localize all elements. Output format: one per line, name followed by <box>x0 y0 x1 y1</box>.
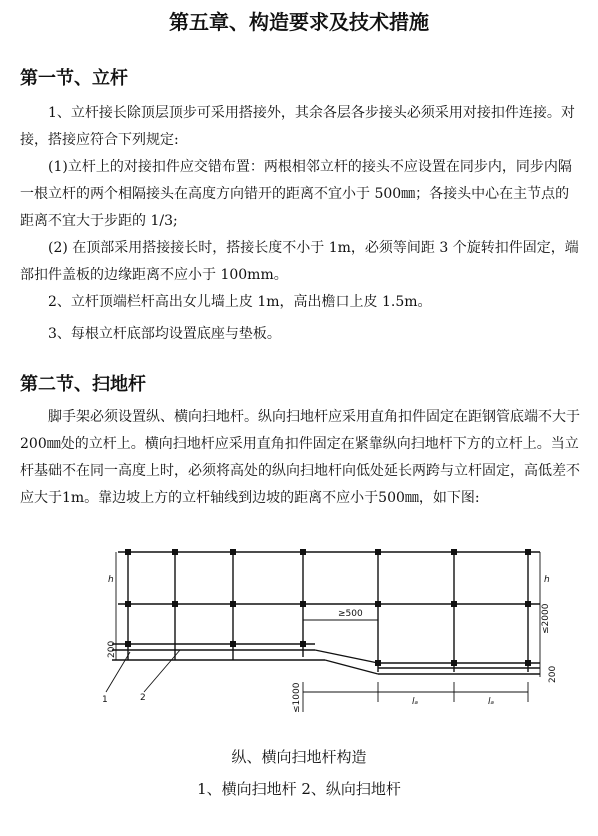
paragraph: 脚手架必须设置纵、横向扫地杆。纵向扫地杆应采用直角扣件固定在距钢管底端不大于200㎜处的立杆上。横向扫地杆应采用直角扣件固定在紧靠纵向扫地杆下方的立杆上。当立杆基础不在同一高度上时，必须将高处的纵向扫地杆向低处延长两跨与立杆固定，高低差不应大于1m。靠边坡上方的立杆轴线到边坡的距离不应小于500㎜，如下图: <box>20 409 580 506</box>
sweep-bar-structure-diagram <box>100 532 560 717</box>
paragraph: 3、每根立杆底部均设置底座与垫板。 <box>48 326 281 342</box>
paragraph: (2) 在顶部采用搭接接长时，搭接长度不小于 1m，必须等间距 3 个旋转扣件固定，端部扣件盖板的边缘距离不应小于 100mm。 <box>20 240 579 283</box>
dim-label-500: ≥500 <box>338 609 363 619</box>
paragraph: 1、立杆接长除顶层顶步可采用搭接外，其余各层各步接头必须采用对接扣件连接。对接，搭接应符合下列规定: <box>20 105 575 148</box>
figure-legend: 1、横向扫地杆 2、纵向扫地杆 <box>197 780 401 798</box>
paragraph: 2、立杆顶端栏杆高出女儿墙上皮 1m，高出檐口上皮 1.5m。 <box>48 294 432 310</box>
dim-label-2000: ≤2000 <box>541 603 551 634</box>
dim-label-h-right: h <box>544 575 550 585</box>
dim-label-1000: ≤1000 <box>292 682 302 713</box>
paragraph: (1)立杆上的对接扣件应交错布置：两根相邻立杆的接头不应设置在同步内，同步内隔一根立杆的两个相隔接头在高度方向错开的距离不宜小于 500㎜；各接头中心在主节点的距离不宜大于步距的 1/3; <box>20 159 572 229</box>
callout-label-2: 2 <box>140 693 146 703</box>
dim-label-200-left: 200 <box>107 640 117 658</box>
section-heading-sweep-bar: 第二节、扫地杆 <box>20 374 146 395</box>
figure-caption: 纵、横向扫地杆构造 <box>231 748 367 766</box>
section-heading-uprights: 第一节、立杆 <box>20 68 128 89</box>
dim-label-la-1: lₐ <box>412 697 419 707</box>
callout-label-1: 1 <box>102 695 108 705</box>
chapter-title: 第五章、构造要求及技术措施 <box>169 10 429 34</box>
dim-label-h-left: h <box>108 575 114 585</box>
dim-label-la-2: lₐ <box>488 697 495 707</box>
dim-label-200-right: 200 <box>548 665 558 683</box>
